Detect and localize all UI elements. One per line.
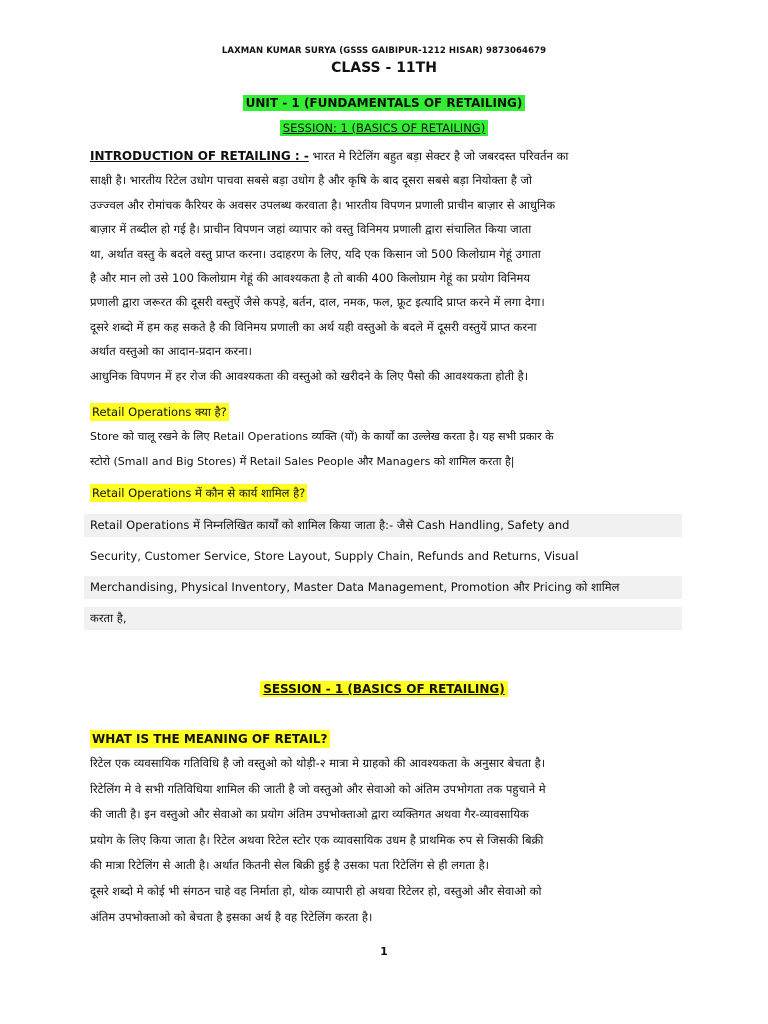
question-meaning-of-retail <box>90 732 330 746</box>
question-text: Retail Operations क्या है? <box>92 405 227 419</box>
answer-line: स्टोरो (Small and Big Stores) में Retail Sales People और Managers को शामिल करता है| <box>90 454 515 468</box>
intro-line: है और मान लो उसे 100 किलोग्राम गेहूं की आवश्यकता है तो बाकी 400 किलोग्राम गेहूं का प्रयोग विनिमय <box>90 271 531 286</box>
intro-heading: INTRODUCTION OF RETAILING : - <box>90 149 309 163</box>
question-text: Retail Operations में कौन से कार्य शामिल है? <box>92 486 306 500</box>
unit-heading-text: UNIT - 1 (FUNDAMENTALS OF RETAILING) <box>243 95 526 111</box>
intro-line: अर्थात वस्तुओ का आदान-प्रदान करना। <box>90 344 252 359</box>
page-number: 1 <box>380 945 388 958</box>
answer-line: Store को चालू रखने के लिए Retail Operations व्यक्ति (यों) के कार्यों का उल्लेख करता है। यह सभी प्रकार के <box>90 430 554 443</box>
answer-line: करता है, <box>84 607 682 630</box>
intro-line: आधुनिक विपणन में हर रोज की आवश्यकता की वस्तुओ को खरीदने के लिए पैसो की आवश्यकता होती है। <box>90 368 529 383</box>
session-heading-2 <box>0 682 768 696</box>
answer-line: Security, Customer Service, Store Layout, Supply Chain, Refunds and Returns, Visual <box>90 549 579 563</box>
session-heading-1-text: SESSION: 1 (BASICS OF RETAILING) <box>280 120 488 136</box>
intro-line: उज्ज्वल और रोमांचक कैरियर के अवसर उपलब्ध करवाता है। भारतीय विपणन प्रणाली प्राचीन बाज़ार से आधुनिक <box>90 197 556 212</box>
unit-heading <box>0 96 768 110</box>
class-title: CLASS - 11TH <box>331 60 437 76</box>
question-retail-operations <box>90 405 229 420</box>
introduction-section <box>90 144 690 388</box>
intro-line: प्रणाली द्वारा जरूरत की दूसरी वस्तुऐं जैसे कपड़े, बर्तन, दाल, नमक, फल, फ्रूट इत्यादि प्राप्त करने में लगा देगा। <box>90 295 545 310</box>
author-line: LAXMAN KUMAR SURYA (GSSS GAIBIPUR-1212 HISAR) 9873064679 <box>221 46 547 56</box>
answer-line: की मात्रा रिटेलिंग से आती है। अर्थात कितनी सेल बिक्री हुई है उसका पता रिटेलिंग से ही लगता है। <box>90 858 490 873</box>
intro-line: था, अर्थात वस्तु के बदले वस्तु प्राप्त करना। उदाहरण के लिए, यदि एक किसान जो 500 किलोग्राम गेहूं उगाता <box>90 246 541 261</box>
intro-line: दूसरे शब्दो में हम कह सकते है की विनिमय प्रणाली का अर्थ यही वस्तुओ के बदले में दूसरी वस्तुयें प्राप्त करना <box>90 319 537 334</box>
session-heading-2-text: SESSION - 1 (BASICS OF RETAILING) <box>260 681 508 697</box>
session-heading-1 <box>0 121 768 135</box>
answer-line: रिटेल एक व्यवसायिक गतिविधि है जो वस्तुओ को थोड़ी-२ मात्रा मे ग्राहको की आवश्यकता के अनुसार बेचता है। <box>90 756 546 770</box>
answer-line: रिटेलिंग मे वे सभी गतिविधिया शामिल की जाती है जो वस्तुओ और सेवाओ को अंतिम उपभोगता तक पहुचाने मे <box>90 781 546 796</box>
answer-line: अंतिम उपभोक्ताओ को बेचता है इसका अर्थ है वह रिटेलिंग करता है। <box>90 909 373 924</box>
answer-line: प्रयोग के लिए किया जाता है। रिटेल अथवा रिटेल स्टोर एक व्यावसायिक उधम है प्राथमिक रुप से जिसकी बिक्री <box>90 832 544 847</box>
intro-line <box>90 144 690 168</box>
question-text: WHAT IS THE MEANING OF RETAIL? <box>92 732 328 746</box>
intro-line: साक्षी है। भारतीय रिटेल उधोग पाचवा सबसे बड़ा उधोग है और कृषि के बाद दूसरा सबसे बड़ा नियोक्ता है जो <box>90 173 533 188</box>
question-retail-tasks <box>90 486 307 501</box>
answer-line: Retail Operations में निम्नलिखित कार्यों को शामिल किया जाता है:- जैसे Cash Handling, Safety and <box>84 514 682 537</box>
answer-retail-tasks <box>84 514 682 638</box>
answer-line: दूसरे शब्दो मे कोई भी संगठन चाहे वह निर्माता हो, थोक व्यापारी हो अथवा रिटेलर हो, वस्तुओ और सेवाओ को <box>90 883 542 898</box>
answer-retail-operations <box>90 425 680 474</box>
answer-line: Merchandising, Physical Inventory, Master Data Management, Promotion और Pricing को शामिल <box>84 576 682 599</box>
intro-line-text: भारत मे रिटेलिंग बहुत बड़ा सेक्टर है जो जबरदस्त परिवर्तन का <box>312 149 569 163</box>
answer-line: की जाती है। इन वस्तुओ और सेवाओ का प्रयोग अंतिम उपभोक्ताओ द्वारा व्यक्तिगत अथवा गैर-व्यावसायिक <box>90 807 529 822</box>
intro-line: बाज़ार में तब्दील हो गई है। प्राचीन विपणन जहां व्यापार को वस्तु विनिमय प्रणाली द्वारा संचालित किया जाता <box>90 222 532 237</box>
answer-meaning-of-retail <box>90 751 690 930</box>
